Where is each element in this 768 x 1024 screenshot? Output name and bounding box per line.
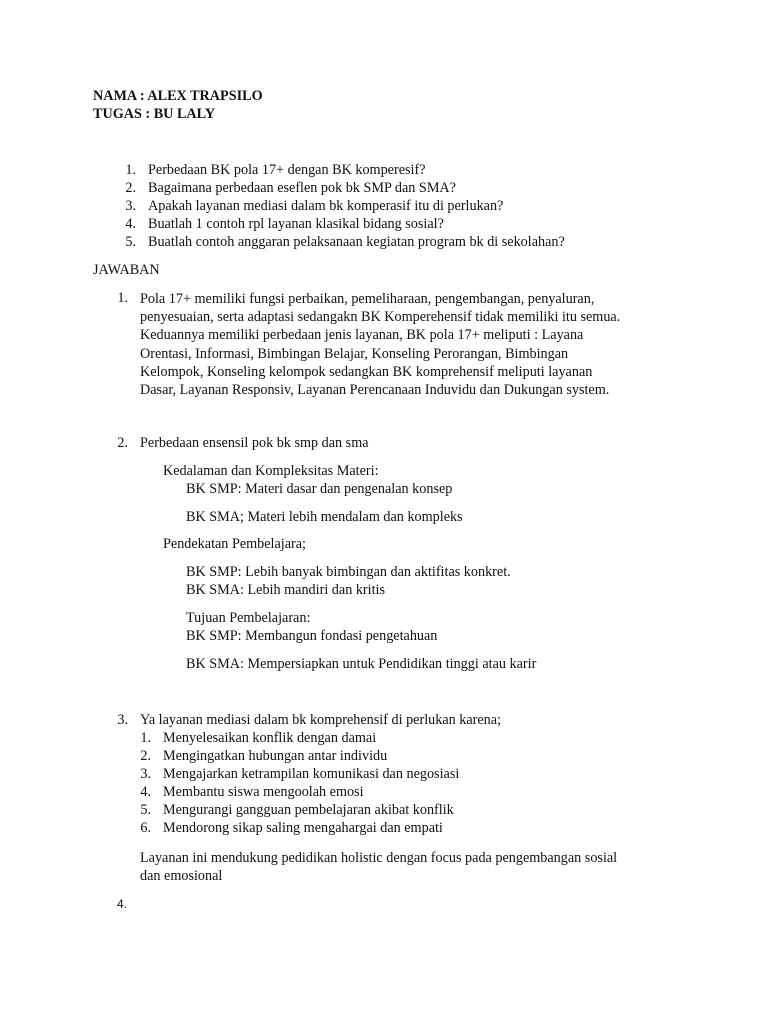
- header-nama: NAMA : ALEX TRAPSILO: [93, 88, 263, 104]
- kedalaman-smp: BK SMP: Materi dasar dan pengenalan konsep: [186, 481, 453, 497]
- document-page: NAMA : ALEX TRAPSILO TUGAS : BU LALY 1. Perbedaan BK pola 17+ dengan BK komperesif? 2. Bagaimana perbedaan eseflen pok bk SMP dan SMA? 3. Apakah layanan mediasi dalam bk komperasif itu di perlukan? 4. Buatlah 1 contoh rpl layanan klasikal bidang sosial? 5. Buatlah contoh anggaran pelaksanaan kegiatan program bk di sekolahan? JAWABAN 1. Pola 17+ memiliki fungsi perbaikan, pemeliharaan, pengembangan, penyaluran, penyesuaian, serta adaptasi sedangakn BK Komperehensif tidak memiliki itu semua. Keduannya memiliki perbedaan jenis layanan, BK pola 17+ meliputi : Layana Orentasi, Informasi, Bimbingan Belajar, Konseling Perorangan, Bimbingan Kelompok, Konseling kelompok sedangkan BK komprehensif meliputi layanan Dasar, Layanan Responsiv, Layanan Perencanaan Induvidu dan Dukungan system. 2. Perbedaan ensensil pok bk smp dan sma Kedalaman dan Kompleksitas Materi: BK SMP: Materi dasar dan pengenalan konsep BK SMA; Materi lebih mendalam dan kompleks Pendekatan Pembelajara; BK SMP: Lebih banyak bimbingan dan aktifitas konkret. BK SMA: Lebih mandiri dan kritis Tujuan Pembelajaran: BK SMP: Membangun fondasi pengetahuan BK SMA: Mempersiapkan untuk Pendidikan tinggi atau karir 3. Ya layanan mediasi dalam bk komprehensif di perlukan karena; 1. Menyelesaikan konflik dengan damai 2. Mengingatkan hubungan antar individu 3. Mengajarkan ketrampilan komunikasi dan negosiasi 4. Membantu siswa mengoolah emosi 5. Mengurangi gangguan pembelajaran akibat konflik 6. Mendorong sikap saling mengahargai dan empati Layanan ini mendukung pedidikan holistic dengan focus pada pengembangan sosial dan emosional 4.: [93, 88, 621, 911]
- jawaban-heading: JAWABAN: [93, 262, 160, 278]
- pendekatan-smp: BK SMP: Lebih banyak bimbingan dan aktifitas konkret.: [186, 564, 511, 580]
- kedalaman-title: Kedalaman dan Kompleksitas Materi:: [163, 463, 379, 479]
- kedalaman-sma: BK SMA; Materi lebih mendalam dan kompleks: [186, 509, 463, 525]
- answer-1-paragraph: Pola 17+ memiliki fungsi perbaikan, pemeliharaan, pengembangan, penyaluran, penyesuaian, serta adaptasi sedangakn BK Komperehensif tidak memiliki itu semua. Keduannya memiliki perbedaan jenis layanan, BK pola 17+ meliputi : Layana Orentasi, Informasi, Bimbingan Belajar, Konseling Perorangan, Bimbingan Kelompok, Konseling kelompok sedangkan BK komprehensif meliputi layanan Dasar, Layanan Responsiv, Layanan Perencanaan Induvidu dan Dukungan system.: [140, 291, 621, 399]
- answer-3-closing: Layanan ini mendukung pedidikan holistic dengan focus pada pengembangan sosial dan emosional: [140, 850, 618, 885]
- header-tugas: TUGAS : BU LALY: [93, 106, 216, 122]
- tujuan-sma: BK SMA: Mempersiapkan untuk Pendidikan tinggi atau karir: [186, 656, 537, 672]
- answer-3-intro: Ya layanan mediasi dalam bk komprehensif di perlukan karena;: [140, 712, 502, 728]
- tujuan-smp: BK SMP: Membangun fondasi pengetahuan: [186, 628, 438, 644]
- answer-2-intro: Perbedaan ensensil pok bk smp dan sma: [140, 435, 369, 451]
- pendekatan-title: Pendekatan Pembelajara;: [163, 536, 306, 552]
- pendekatan-sma: BK SMA: Lebih mandiri dan kritis: [186, 582, 386, 598]
- tujuan-title: Tujuan Pembelajaran:: [186, 610, 311, 626]
